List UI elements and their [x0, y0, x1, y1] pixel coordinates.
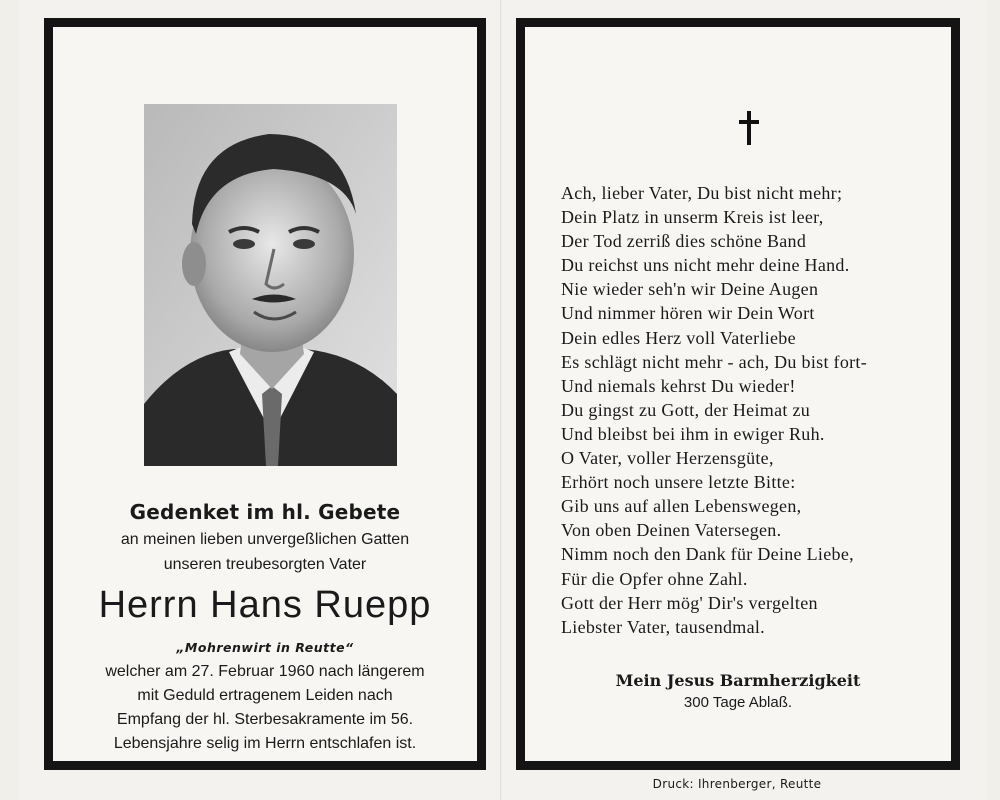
card-fold — [500, 0, 502, 800]
poem-line: Gott der Herr mög' Dir's vergelten — [561, 592, 818, 613]
death-notice-text — [53, 660, 477, 756]
poem-line: Ach, lieber Vater, Du bist nicht mehr; — [561, 183, 843, 203]
poem-line: Von oben Deinen Vatersegen. — [561, 520, 782, 541]
poem-line: Nie wieder seh'n wir Deine Augen — [561, 279, 819, 300]
poem-line: Du gingst zu Gott, der Heimat zu — [561, 399, 811, 420]
poem-line: Gib uns auf allen Lebenswegen, — [561, 496, 802, 517]
notice-line: welcher am 27. Februar 1960 nach längerem — [105, 663, 425, 680]
poem-line: Dein Platz in unserm Kreis ist leer, — [561, 207, 824, 228]
indulgence: 300 Tage Ablaß. — [683, 694, 793, 711]
poem-line: Liebster Vater, tausendmal. — [561, 616, 765, 637]
right-panel — [516, 18, 960, 770]
poem-line: Und bleibst bei ihm in ewiger Ruh. — [561, 423, 825, 444]
left-panel — [44, 18, 486, 770]
portrait-photo — [144, 104, 397, 466]
notice-line: Empfang der hl. Sterbesakramente im 56. — [116, 711, 414, 728]
intro-line-2: unseren treubesorgten Vater — [163, 556, 367, 573]
poem-line: Und niemals kehrst Du wieder! — [561, 375, 796, 396]
poem-line: Der Tod zerriß dies schöne Band — [561, 231, 807, 252]
poem-line: Für die Opfer ohne Zahl. — [561, 568, 748, 589]
poem-line: Erhört noch unsere letzte Bitte: — [561, 472, 796, 493]
deceased-title: „Mohrenwirt in Reutte“ — [176, 640, 354, 655]
heading: Gedenket im hl. Gebete — [129, 500, 401, 524]
intro-line-1: an meinen lieben unvergeßlichen Gatten — [120, 531, 410, 548]
poem — [561, 181, 951, 639]
notice-line: Lebensjahre selig im Herrn entschlafen ist. — [113, 735, 417, 752]
deceased-name: Herrn Hans Ruepp — [98, 584, 432, 626]
blessing: Mein Jesus Barmherzigkeit — [615, 671, 861, 690]
poem-line: Dein edles Herz voll Vaterliebe — [561, 327, 796, 348]
cross-icon — [739, 111, 759, 145]
notice-line: mit Geduld ertragenem Leiden nach — [137, 687, 393, 704]
poem-line: Es schlägt nicht mehr - ach, Du bist fort- — [561, 351, 868, 372]
poem-line: Du reichst uns nicht mehr deine Hand. — [561, 255, 850, 276]
poem-line: Nimm noch den Dank für Deine Liebe, — [561, 544, 854, 565]
poem-line: O Vater, voller Herzensgüte, — [561, 448, 774, 469]
poem-line: Und nimmer hören wir Dein Wort — [561, 303, 815, 324]
printer-credit: Druck: Ihrenberger, Reutte — [652, 777, 822, 791]
portrait-image — [144, 104, 397, 466]
